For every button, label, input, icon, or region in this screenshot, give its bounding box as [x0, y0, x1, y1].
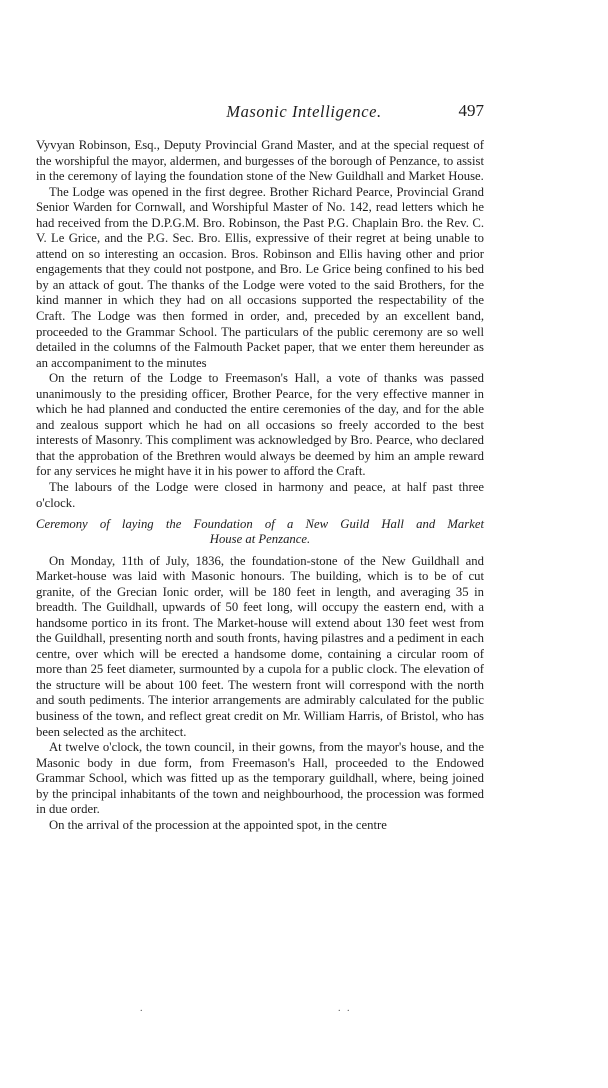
paragraph: On Monday, 11th of July, 1836, the foundation-stone of the New Guildhall and Market-house was laid with Masonic honours. The building, which is to be of cut granite, of the Grecian Ionic order, will be 180 feet in length, and averaging 35 in breadth. The Guildhall, upwards of 50 feet long, will occupy the eastern end, with a handsome portico in its front. The Market-house will extend about 130 feet west from the Guildhall, presenting north and south fronts, having pilastres and a pediment in each centre, over which will be erected a handsome dome, containing a circular room of more than 25 feet diameter, surmounted by a cupola for a public clock. The elevation of the structure will be about 100 feet. The western front will correspond with the north and south pediments. The interior arrangements are admirably calculated for the public business of the town, and reflect great credit on Mr. William Harris, of Bristol, who has been selected as the architect.: [36, 553, 484, 739]
section-heading: [36, 517, 484, 547]
paragraph: The Lodge was opened in the first degree. Brother Richard Pearce, Provincial Grand Senior Warden for Cornwall, and Worshipful Master of No. 142, read letters which he had received from the D.P.G.M. Bro. Robinson, the Past P.G. Chaplain Bro. the Rev. C. V. Le Grice, and the P.G. Sec. Bro. Ellis, expressive of their regret at being unable to attend on so interesting an occasion. Bros. Robinson and Ellis having other and prior engagements that they could not postpone, and Bro. Le Grice being confined to his bed by an attack of gout. The thanks of the Lodge were voted to the said Brothers, for the kind manner in which they had on all occasions supported the respectability of the Craft. The Lodge was then formed in order, and, preceded by an excellent band, proceeded to the Grammar School. The particulars of the public ceremony are so well detailed in the columns of the Falmouth Packet paper, that we enter them hereunder as an accompaniment to the minutes: [36, 184, 484, 370]
paragraph: At twelve o'clock, the town council, in their gowns, from the mayor's house, and the Masonic body in due form, from Freemason's Hall, proceeded to the Endowed Grammar School, which was fitted up as the temporary guildhall, where, being joined by the principal inhabitants of the town and neighbourhood, the procession was formed in due order.: [36, 740, 484, 817]
print-specks: . . .: [140, 1003, 352, 1014]
article-body: [36, 138, 484, 833]
section-heading-line: Ceremony of laying the Foundation of a New Guild Hall and Market: [36, 517, 484, 532]
running-title: Masonic Intelligence.: [226, 102, 382, 121]
paragraph: On the arrival of the procession at the appointed spot, in the centre: [49, 817, 387, 832]
paragraph: Vyvyan Robinson, Esq., Deputy Provincial Grand Master, and at the special request of the worshipful the mayor, aldermen, and burgesses of the borough of Penzance, to assist in the ceremony of laying the foundation stone of the New Guildhall and Market House.: [36, 138, 484, 184]
page-number: 497: [458, 101, 484, 120]
section-heading-line: House at Penzance.: [209, 532, 311, 547]
page-header: [0, 102, 608, 126]
paragraph: The labours of the Lodge were closed in harmony and peace, at half past three o'clock.: [36, 480, 484, 510]
paragraph: On the return of the Lodge to Freemason's Hall, a vote of thanks was passed unanimously to the presiding officer, Brother Pearce, for the very effective manner in which he had planned and conducted the entire ceremonies of the day, and for the able and zealous support which he had on all occasions so freely accorded to the best interests of Masonry. This compliment was acknowledged by Bro. Pearce, who declared that the approbation of the Brethren would always be deemed by him an ample reward for any services he might have it in his power to afford the Craft.: [36, 371, 484, 479]
